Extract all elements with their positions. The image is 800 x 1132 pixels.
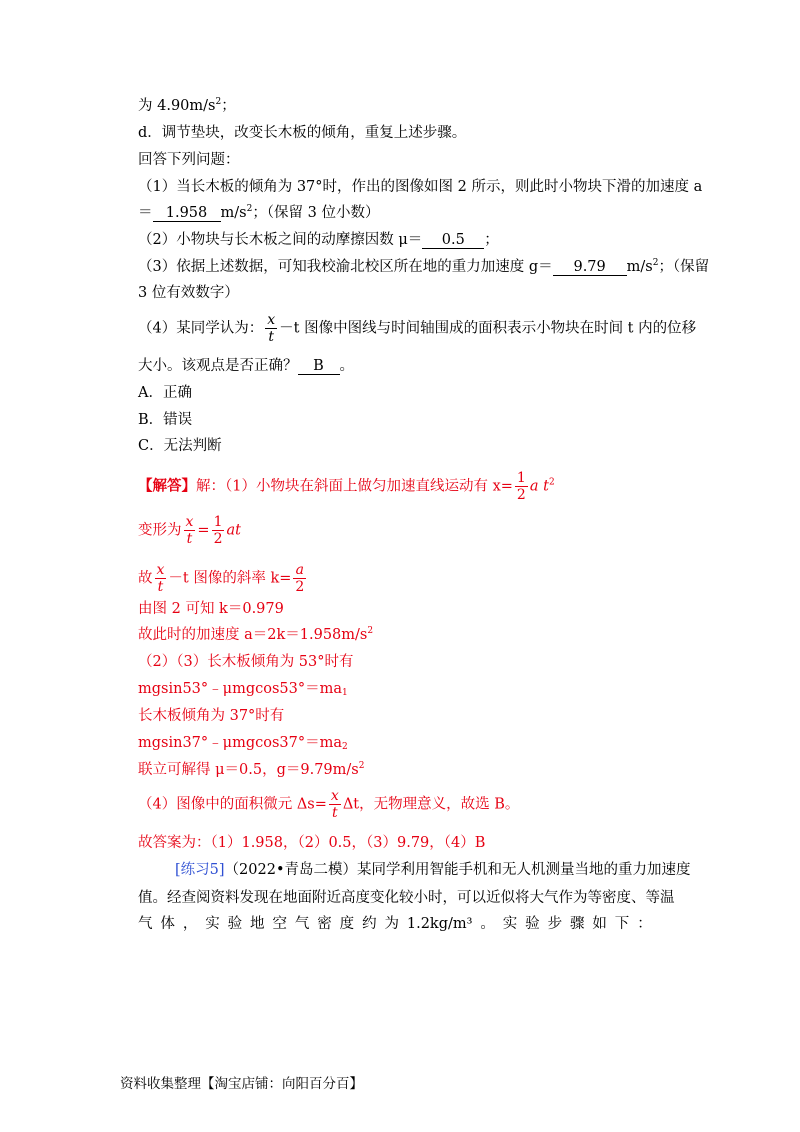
justified-char: 气: [294, 916, 310, 932]
justified-char: 实: [205, 916, 220, 932]
justified-char: 空: [272, 916, 287, 932]
answer-intro: 回答下列问题：: [138, 152, 240, 168]
justified-char: 为: [384, 916, 399, 932]
option-b: B．错误: [138, 412, 193, 428]
solution-line-4: 由图 2 可知 k＝0.979: [138, 601, 284, 617]
justified-char: 约: [362, 916, 377, 932]
justified-char: 气: [138, 916, 153, 932]
exercise-tag: [练习5]: [175, 862, 225, 878]
justified-char: ，: [182, 916, 198, 932]
justified-char: 1.2kg/m³: [406, 916, 473, 932]
justified-char: 步: [547, 916, 563, 932]
footer-source: 资料收集整理【淘宝店铺：向阳百分百】: [120, 1076, 363, 1092]
solution-line-7: $mgsin53^\circ﹣\mu mgcos53^\circ=ma_1$: [138, 681, 348, 698]
justified-char: 骤: [569, 916, 585, 932]
question-4-cont: 大小。该观点是否正确？ B 。: [138, 358, 354, 374]
question-2: （2）小物块与长木板之间的动摩擦因数 μ＝ 0.5 ；: [138, 232, 499, 248]
exercise-line-3: [138, 914, 652, 934]
solution-line-10: 联立可解得 μ＝0.5，$g=9.79m/s^2$: [138, 761, 365, 778]
justified-char: 实: [502, 916, 518, 932]
justified-char: ：: [637, 916, 652, 932]
fraction-x-over-t: $\frac{x}{t}$: [267, 312, 276, 345]
solution-line-5: 故此时的加速度 $a=2k=1.958m/s^2$: [138, 626, 374, 643]
answer-blank: 0.5: [422, 232, 484, 249]
question-4: （4）某同学认为： $\frac{x}{t}$ －t 图像中图线与时间轴围成的面积表示小物块在时间 t 内的位移: [138, 312, 697, 345]
solution-answer: 故答案为：（1）1.958，（2）0.5，（3）9.79，（4）B: [138, 835, 486, 851]
solution-line-3: 故 $\frac{x}{t}$ －t 图像的斜率 k= $\frac{a}{2}$: [138, 562, 305, 595]
text-line: 为 $4.90m/s^2$；: [138, 97, 236, 114]
answer-blank: 9.79: [553, 259, 627, 276]
solution-line-11: （4）图像中的面积微元 Δs= $\frac{x}{t}$ Δt，无物理意义，故选 B。: [138, 788, 520, 821]
solution-label: 【解答】: [138, 477, 196, 495]
fraction-x-over-t: $\frac{x}{t}$: [330, 788, 339, 821]
solution-line-6: （2）（3）长木板倾角为 53°时有: [138, 654, 354, 670]
fraction-x-over-t: $\frac{x}{t}$: [156, 562, 165, 595]
solution-line-2: 变形为 $\frac{x}{t}$ = $\frac{1}{2}$ at: [138, 514, 241, 547]
justified-char: 验: [227, 916, 243, 932]
solution-line-8: 长木板倾角为 37°时有: [138, 708, 285, 724]
question-3-cont: 3 位有效数字）: [138, 285, 239, 301]
question-1: （1）当长木板的倾角为 37°时，作出的图像如图 2 所示，则此时小物块下滑的加速度 a: [138, 179, 703, 195]
option-a: A．正确: [138, 385, 192, 401]
justified-char: 验: [525, 916, 540, 932]
fraction-x-over-t: $\frac{x}{t}$: [185, 514, 194, 547]
fraction-half: $\frac{1}{2}$: [516, 470, 526, 503]
solution-line-9: $mgsin37^\circ﹣\mu mgcos37^\circ=ma_2$: [138, 735, 348, 752]
justified-char: 体: [160, 916, 175, 932]
option-c: C．无法判断: [138, 438, 222, 454]
justified-char: 度: [339, 916, 355, 932]
justified-char: 如: [592, 916, 607, 932]
fraction-half: $\frac{1}{2}$: [213, 514, 223, 547]
fraction-a-over-2: $\frac{a}{2}$: [295, 562, 305, 595]
justified-char: 。: [480, 916, 495, 932]
justified-char: 下: [614, 916, 630, 932]
question-3: （3）依据上述数据，可知我校渝北校区所在地的重力加速度 g＝ 9.79 $m/s^2$；（保留: [138, 258, 710, 275]
justified-char: 地: [250, 916, 265, 932]
question-1-cont: ＝ 1.958 $m/s^2$；（保留 3 位小数）: [138, 204, 380, 221]
solution-line-1: 【解答】解：（1）小物块在斜面上做匀加速直线运动有 x= $\frac{1}{2}$ a $t^2$: [138, 470, 555, 503]
answer-blank: 1.958: [153, 205, 221, 222]
exercise-line-1: [练习5]（2022•青岛二模）某同学利用智能手机和无人机测量当地的重力加速度: [175, 862, 691, 878]
step-d: d．调节垫块，改变长木板的倾角，重复上述步骤。: [138, 125, 467, 141]
answer-blank: B: [298, 358, 340, 375]
justified-char: 密: [317, 916, 332, 932]
exercise-line-2: 值。经查阅资料发现在地面附近高度变化较小时，可以近似将大气作为等密度、等温: [138, 890, 675, 906]
